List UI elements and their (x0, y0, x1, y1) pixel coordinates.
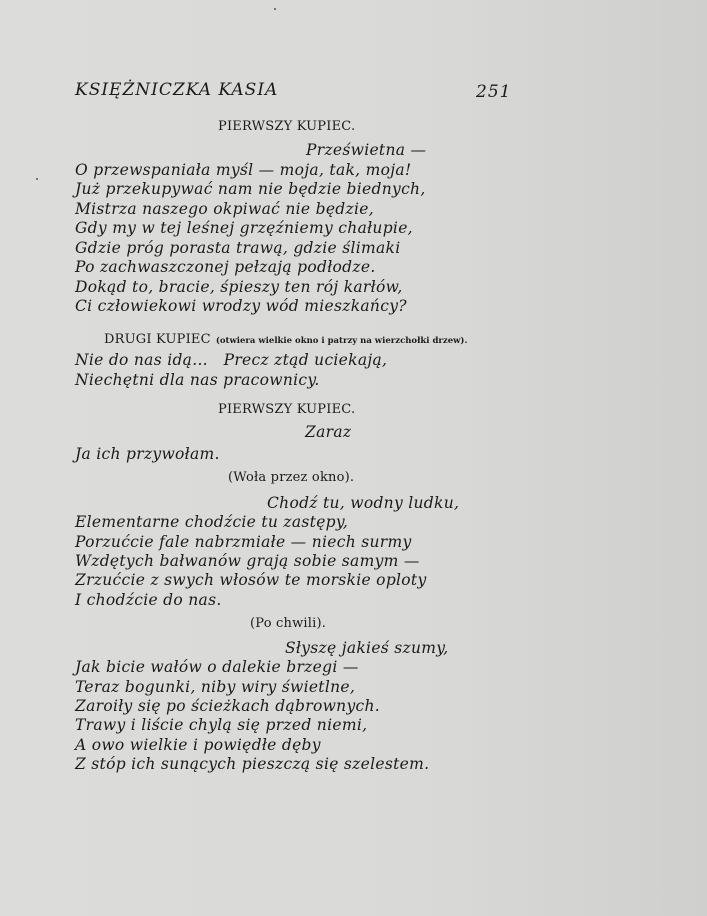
verse-line: Zrzućcie z swych włosów te morskie oploty (75, 571, 427, 589)
verse-line: O przewspaniała myśl — moja, tak, moja! (75, 161, 412, 179)
verse-line: Ja ich przywołam. (75, 445, 220, 463)
verse-line: Zaraz (305, 423, 352, 441)
page-speck (274, 8, 276, 10)
verse-line: Chodź tu, wodny ludku, (267, 494, 460, 512)
speaker-heading: DRUGI KUPIEC (104, 332, 211, 347)
page-number: 251 (476, 82, 512, 102)
verse-line: Jak bicie wałów o dalekie brzegi — (75, 658, 359, 676)
verse-line: Po zachwaszczonej pełzają podłodze. (75, 258, 376, 276)
verse-line: Prześwietna — (306, 141, 427, 159)
stage-direction: (otwiera wielkie okno i patrzy na wierzchołki drzew). (215, 336, 468, 346)
verse-line: Mistrza naszego okpiwać nie będzie, (75, 200, 374, 218)
running-head-title: KSIĘŻNICZKA KASIA (75, 80, 279, 100)
speaker-heading: PIERWSZY KUPIEC. (218, 402, 356, 417)
verse-line: Nie do nas idą... Precz ztąd uciekają, (75, 351, 388, 369)
verse-line: Gdy my w tej leśnej grzęźniemy chałupie, (75, 219, 413, 237)
verse-line: Już przekupywać nam nie będzie biednych, (75, 180, 426, 198)
verse-line: Gdzie próg porasta trawą, gdzie ślimaki (75, 239, 401, 257)
verse-line: Trawy i liście chylą się przed niemi, (75, 716, 368, 734)
verse-line: Teraz bogunki, niby wiry świetlne, (75, 678, 356, 696)
verse-line: Wzdętych bałwanów grają sobie samym — (75, 552, 420, 570)
stage-direction: (Po chwili). (250, 616, 327, 631)
verse-line: Słyszę jakieś szumy, (285, 639, 449, 657)
verse-line: Zaroiły się po ścieżkach dąbrownych. (75, 697, 380, 715)
verse-line: Porzućcie fale nabrzmiałe — niech surmy (75, 533, 412, 551)
verse-line: Z stóp ich sunących pieszczą się szelestem. (75, 755, 430, 773)
verse-line: Ci człowiekowi wrodzy wód mieszkańcy? (75, 297, 407, 315)
verse-line: I chodźcie do nas. (75, 591, 222, 609)
verse-line: Elementarne chodźcie tu zastępy, (75, 513, 349, 531)
page-speck (36, 178, 38, 180)
speaker-line (104, 330, 467, 346)
stage-direction: (Woła przez okno). (228, 470, 355, 485)
verse-line: Niechętni dla nas pracownicy. (75, 371, 320, 389)
verse-line: Dokąd to, bracie, śpieszy ten rój karłów, (75, 278, 403, 296)
speaker-heading: PIERWSZY KUPIEC. (218, 119, 356, 134)
verse-line: A owo wielkie i powiędłe dęby (75, 736, 321, 754)
